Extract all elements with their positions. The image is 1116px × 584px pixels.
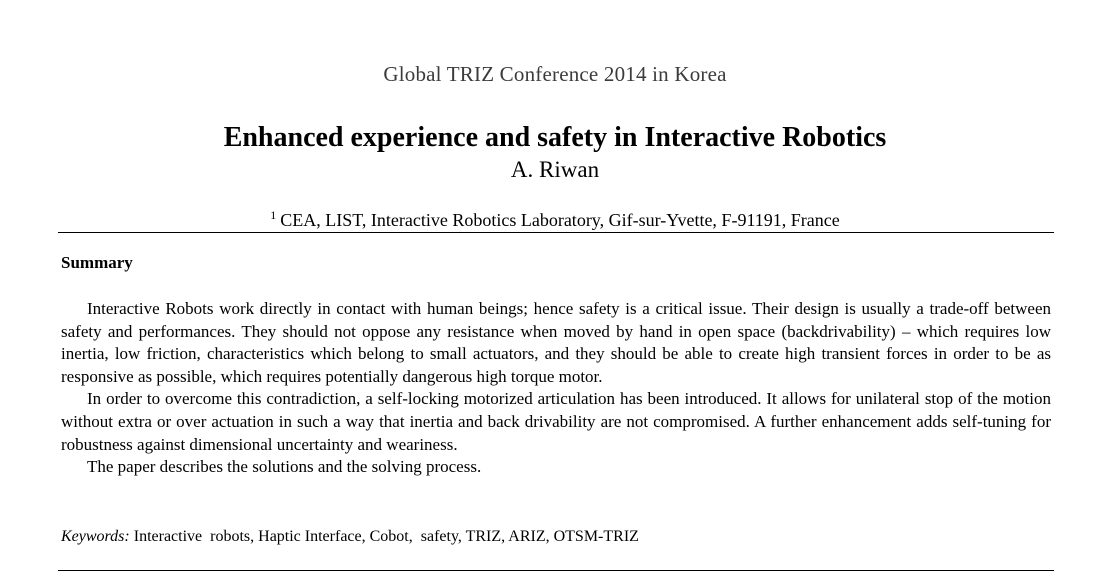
paper-title: Enhanced experience and safety in Interactive Robotics: [223, 122, 887, 153]
author-name: A. Riwan: [510, 157, 600, 182]
abstract-paragraph-2: In order to overcome this contradiction, a self-locking motorized articulation has been introduced. It allows for unilateral stop of the motion without extra or over actuation in such a way that inertia and back drivability are not compromised. A further enhancement adds self-tuning for robustness against dimensional uncertainty and weariness.: [61, 389, 1051, 454]
keywords-text: Interactive robots, Haptic Interface, Cobot, safety, TRIZ, ARIZ, OTSM-TRIZ: [133, 528, 639, 545]
top-divider: [58, 232, 1054, 233]
affiliation-text: CEA, LIST, Interactive Robotics Laboratory, Gif-sur-Yvette, F-91191, France: [280, 210, 840, 230]
conference-name: Global TRIZ Conference 2014 in Korea: [383, 62, 727, 86]
summary-heading: Summary: [61, 253, 133, 272]
affiliation: [0, 208, 1110, 231]
abstract-paragraph-1: Interactive Robots work directly in contact with human beings; hence safety is a critical issue. Their design is usually a trade-off between safety and performances. They should not oppose any resistance when moved by hand in open space (backdrivability) – which requires low inertia, low friction, characteristics which belong to small actuators, and they should be able to create high transient forces in order to be as responsive as possible, which requires potentially dangerous high torque motor.: [61, 299, 1051, 386]
bottom-divider: [58, 570, 1054, 571]
keywords-line: [61, 528, 639, 546]
keywords-label: Keywords:: [61, 528, 130, 545]
abstract-paragraph-3: The paper describes the solutions and the solving process.: [87, 457, 482, 477]
affiliation-marker: 1: [270, 208, 277, 222]
abstract-body: [61, 298, 1051, 479]
